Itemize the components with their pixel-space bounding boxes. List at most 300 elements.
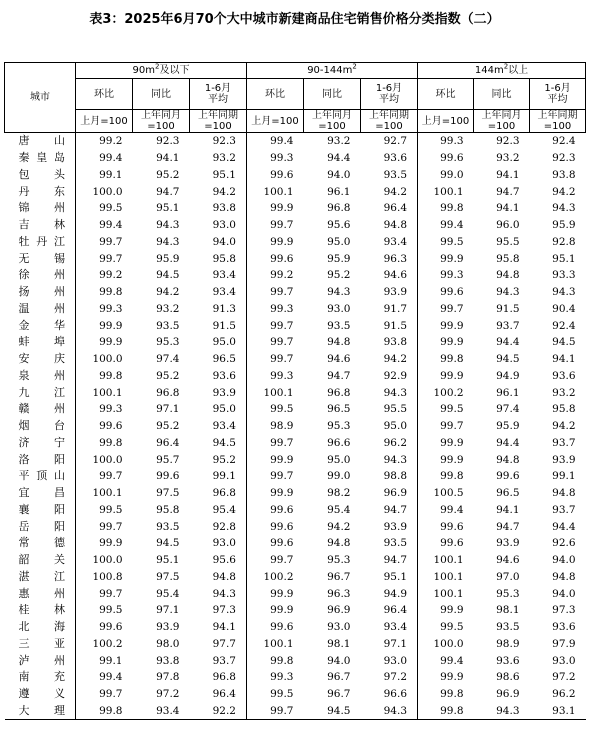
index-value: 99.9 [247, 602, 304, 619]
index-value: 94.2 [552, 420, 576, 433]
city-name: 北海 [18, 620, 65, 634]
index-value: 96.8 [212, 671, 236, 684]
index-value: 99.6 [247, 518, 304, 535]
index-value: 99.0 [418, 167, 474, 184]
index-value: 92.3 [474, 133, 530, 150]
index-value: 99.6 [247, 619, 304, 636]
index-value: 99.8 [76, 703, 133, 720]
index-value: 95.4 [156, 587, 180, 600]
index-value: 100.1 [76, 485, 133, 502]
index-value: 94.3 [496, 286, 520, 299]
index-value: 95.5 [496, 235, 520, 248]
index-value: 94.2 [327, 520, 351, 533]
index-value: 96.1 [496, 386, 520, 399]
city-name: 宜昌 [18, 486, 65, 500]
index-value: 98.6 [496, 671, 520, 684]
index-value: 99.2 [76, 267, 133, 284]
table-row [5, 334, 586, 351]
base-header: 上年同期 =100 [361, 110, 418, 133]
index-value: 94.4 [496, 336, 520, 349]
index-value: 94.7 [496, 520, 520, 533]
index-value: 99.9 [247, 451, 304, 468]
table-row [5, 183, 586, 200]
table-row [5, 351, 586, 368]
index-value: 95.5 [383, 403, 408, 416]
index-value: 99.3 [247, 301, 304, 318]
index-value: 97.5 [156, 487, 180, 500]
index-value: 99.4 [418, 217, 474, 234]
group-header-medium: $90-144m^2$ [247, 63, 418, 79]
base-header: 上年同月 =100 [304, 110, 361, 133]
index-value: 92.7 [361, 133, 418, 150]
index-value: 96.6 [327, 436, 351, 449]
index-value: 99.8 [76, 368, 133, 385]
index-value: 96.9 [496, 688, 520, 701]
index-value: 99.8 [418, 686, 474, 703]
table-row [5, 636, 586, 653]
index-value: 99.5 [418, 619, 474, 636]
index-value: 96.7 [327, 688, 351, 701]
index-value: 95.8 [212, 252, 236, 265]
index-value: 94.6 [327, 353, 351, 366]
index-value: 99.5 [247, 401, 304, 418]
index-value: 96.6 [383, 688, 408, 701]
index-value: 91.5 [496, 302, 520, 315]
index-value: 93.7 [552, 503, 576, 516]
index-value: 95.1 [212, 168, 236, 181]
index-value: 100.2 [76, 636, 133, 653]
index-value: 99.5 [418, 234, 474, 251]
table-row [5, 435, 586, 452]
index-value: 99.4 [247, 133, 304, 150]
index-value: 93.2 [212, 152, 236, 165]
index-value: 94.2 [212, 185, 236, 198]
table-row [5, 669, 586, 686]
index-value: 99.8 [418, 200, 474, 217]
index-value: 96.4 [156, 436, 180, 449]
index-value: 100.8 [76, 569, 133, 586]
city-name: 岳阳 [18, 519, 65, 533]
index-value: 93.0 [212, 537, 236, 550]
index-value: 96.8 [156, 386, 180, 399]
city-name: 秦皇岛 [18, 151, 65, 165]
index-value: 99.9 [247, 485, 304, 502]
index-value: 91.5 [212, 319, 236, 332]
index-value: 99.7 [247, 317, 304, 334]
index-value: 96.4 [383, 202, 408, 215]
city-name: 襄阳 [18, 502, 65, 516]
index-value: 92.3 [552, 152, 576, 165]
index-value: 95.8 [552, 403, 576, 416]
index-value: 99.5 [418, 401, 474, 418]
index-value: 92.6 [552, 537, 576, 550]
index-value: 94.3 [361, 703, 418, 720]
index-value: 93.8 [383, 336, 408, 349]
index-value: 99.4 [418, 502, 474, 519]
group-header-large: $144m^2$以上 [418, 63, 586, 79]
index-value: 100.1 [247, 384, 304, 401]
index-value: 100.1 [76, 384, 133, 401]
index-value: 93.0 [552, 654, 576, 667]
index-value: 93.6 [383, 152, 408, 165]
table-row [5, 317, 586, 334]
index-value: 94.6 [383, 269, 408, 282]
index-value: 99.9 [247, 200, 304, 217]
index-value: 99.3 [76, 401, 133, 418]
index-value: 94.8 [327, 336, 351, 349]
index-value: 95.0 [327, 453, 351, 466]
index-value: 94.0 [552, 554, 576, 567]
index-value: 93.9 [552, 453, 576, 466]
index-value: 94.0 [327, 168, 351, 181]
city-name: 蚌埠 [18, 335, 65, 349]
index-value: 99.8 [418, 468, 474, 485]
city-name: 金华 [18, 318, 65, 332]
city-name: 锦州 [18, 201, 65, 215]
index-value: 100.0 [76, 451, 133, 468]
table-row [5, 200, 586, 217]
index-value: 94.1 [212, 621, 236, 634]
index-value: 94.7 [496, 185, 520, 198]
index-value: 99.6 [247, 502, 304, 519]
index-value: 94.1 [156, 152, 180, 165]
index-value: 94.5 [496, 353, 520, 366]
index-value: 93.9 [383, 520, 408, 533]
index-value: 99.6 [76, 418, 133, 435]
index-value: 96.8 [327, 202, 351, 215]
city-name: 韶关 [18, 553, 65, 567]
index-value: 100.0 [76, 183, 133, 200]
index-value: 99.6 [418, 150, 474, 167]
index-value: 93.5 [327, 319, 351, 332]
index-value: 94.4 [496, 436, 520, 449]
city-name: 牡丹江 [18, 234, 65, 248]
index-value: 95.9 [552, 219, 576, 232]
sub-column-header: 同比 [474, 79, 530, 110]
index-value: 94.5 [156, 269, 180, 282]
index-value: 99.7 [247, 468, 304, 485]
index-value: 96.9 [383, 487, 408, 500]
index-value: 97.7 [212, 637, 236, 650]
index-value: 93.0 [327, 621, 351, 634]
index-value: 92.2 [190, 703, 247, 720]
index-value: 92.4 [552, 319, 576, 332]
city-name: 常德 [18, 536, 65, 550]
city-name: 平顶山 [18, 469, 65, 483]
index-value: 100.1 [247, 183, 304, 200]
index-value: 100.2 [418, 384, 474, 401]
index-value: 99.9 [418, 334, 474, 351]
index-value: 99.0 [327, 470, 351, 483]
index-value: 92.8 [212, 520, 236, 533]
index-value: 99.5 [76, 502, 133, 519]
index-value: 94.7 [327, 369, 351, 382]
index-value: 90.4 [552, 302, 576, 315]
sub-column-header: 同比 [304, 79, 361, 110]
index-value: 98.1 [327, 637, 351, 650]
city-name: 赣州 [18, 402, 65, 416]
index-value: 93.9 [383, 286, 408, 299]
index-value: 93.5 [496, 621, 520, 634]
index-value: 94.9 [383, 587, 408, 600]
index-value: 93.9 [212, 386, 236, 399]
index-value: 93.6 [552, 369, 576, 382]
table-row [5, 619, 586, 636]
index-value: 99.7 [247, 217, 304, 234]
index-value: 93.6 [496, 654, 520, 667]
index-value: 94.3 [383, 386, 408, 399]
index-value: 99.4 [418, 652, 474, 669]
index-value: 99.7 [247, 334, 304, 351]
city-name: 洛阳 [18, 452, 65, 466]
table-row [5, 569, 586, 586]
index-value: 92.3 [190, 133, 247, 150]
index-value: 96.0 [496, 219, 520, 232]
table-row [5, 250, 586, 267]
index-value: 99.3 [247, 669, 304, 686]
index-value: 94.7 [156, 185, 180, 198]
index-value: 96.2 [383, 436, 408, 449]
index-value: 99.9 [247, 585, 304, 602]
table-row [5, 585, 586, 602]
index-value: 94.5 [552, 336, 576, 349]
table-row [5, 301, 586, 318]
sub-column-header-row [5, 79, 586, 110]
index-value: 96.3 [327, 587, 351, 600]
index-value: 94.6 [496, 554, 520, 567]
index-value: 93.2 [304, 133, 361, 150]
table-row [5, 267, 586, 284]
index-value: 100.0 [418, 636, 474, 653]
table-header [5, 63, 586, 133]
index-value: 99.7 [76, 234, 133, 251]
city-name: 南充 [18, 670, 65, 684]
index-value: 99.7 [76, 468, 133, 485]
index-value: 97.1 [383, 637, 408, 650]
index-value: 95.3 [327, 420, 351, 433]
index-value: 91.3 [212, 302, 236, 315]
index-value: 93.0 [383, 654, 408, 667]
index-value: 99.8 [418, 703, 474, 720]
index-value: 96.4 [383, 604, 408, 617]
index-value: 91.5 [383, 319, 408, 332]
index-value: 95.2 [156, 420, 180, 433]
index-value: 97.1 [156, 403, 180, 416]
index-value: 94.3 [327, 286, 351, 299]
city-name: 惠州 [18, 586, 65, 600]
index-value: 99.2 [76, 133, 133, 150]
sub-column-header: 1-6月 平均 [190, 79, 247, 110]
index-value: 93.4 [383, 621, 408, 634]
index-value: 97.4 [156, 353, 180, 366]
index-value: 95.2 [212, 453, 236, 466]
index-value: 100.1 [418, 569, 474, 586]
index-value: 93.5 [156, 520, 180, 533]
index-value: 97.0 [496, 570, 520, 583]
index-value: 93.4 [212, 269, 236, 282]
index-value: 99.9 [418, 669, 474, 686]
index-value: 99.7 [418, 301, 474, 318]
index-value: 99.7 [247, 351, 304, 368]
index-value: 94.1 [496, 168, 520, 181]
index-value: 94.9 [496, 369, 520, 382]
index-value: 99.4 [76, 150, 133, 167]
index-value: 95.1 [383, 570, 408, 583]
index-value: 93.3 [552, 269, 576, 282]
index-value: 98.1 [496, 604, 520, 617]
base-header: 上月=100 [247, 110, 304, 133]
index-value: 96.2 [552, 688, 576, 701]
index-value: 97.3 [212, 604, 236, 617]
index-value: 94.3 [156, 235, 180, 248]
index-value: 99.3 [247, 150, 304, 167]
index-value: 99.1 [76, 167, 133, 184]
table-row [5, 401, 586, 418]
sub-column-header: 1-6月 平均 [530, 79, 586, 110]
index-value: 94.1 [496, 202, 520, 215]
index-value: 94.1 [552, 353, 576, 366]
index-value: 93.2 [496, 152, 520, 165]
index-value: 93.7 [212, 654, 236, 667]
index-value: 99.6 [247, 250, 304, 267]
index-value: 92.3 [133, 133, 190, 150]
base-header: 上年同月 =100 [474, 110, 530, 133]
index-value: 94.0 [327, 654, 351, 667]
index-value: 92.8 [552, 235, 576, 248]
city-name: 吉林 [18, 218, 65, 232]
table-row [5, 167, 586, 184]
table-row [5, 418, 586, 435]
table-row [5, 602, 586, 619]
index-value: 99.8 [418, 351, 474, 368]
index-value: 99.3 [247, 368, 304, 385]
table-row [5, 485, 586, 502]
index-value: 94.8 [552, 570, 576, 583]
city-name: 丹东 [18, 184, 65, 198]
index-value: 99.7 [247, 284, 304, 301]
index-value: 100.0 [76, 552, 133, 569]
index-value: 99.8 [76, 435, 133, 452]
table-title: 表3：2025年6月70个大中城市新建商品住宅销售价格分类指数（二） [89, 12, 500, 27]
table-row [5, 217, 586, 234]
city-column-header: 城市 [5, 63, 76, 133]
index-value: 99.6 [247, 535, 304, 552]
index-value: 99.7 [247, 435, 304, 452]
city-name: 遵义 [18, 687, 65, 701]
index-value: 93.5 [383, 168, 408, 181]
city-name: 唐山 [5, 133, 76, 150]
index-value: 100.1 [418, 585, 474, 602]
base-header: 上年同月 =100 [133, 110, 190, 133]
table-row [5, 468, 586, 485]
index-value: 97.5 [156, 570, 180, 583]
table-row [5, 451, 586, 468]
index-value: 95.2 [156, 369, 180, 382]
index-value: 95.3 [496, 587, 520, 600]
index-value: 94.3 [383, 453, 408, 466]
index-value: 95.3 [156, 336, 180, 349]
index-value: 93.4 [212, 286, 236, 299]
index-value: 93.2 [552, 386, 576, 399]
index-value: 99.5 [76, 200, 133, 217]
index-value: 92.9 [383, 369, 408, 382]
city-name: 徐州 [18, 268, 65, 282]
index-value: 96.1 [327, 185, 351, 198]
index-value: 95.6 [327, 219, 351, 232]
index-value: 99.9 [76, 535, 133, 552]
city-name: 泸州 [18, 653, 65, 667]
index-value: 98.2 [327, 487, 351, 500]
index-value: 95.8 [156, 503, 180, 516]
city-name: 温州 [18, 301, 65, 315]
index-value: 96.5 [327, 403, 351, 416]
index-value: 93.8 [212, 202, 236, 215]
index-value: 99.3 [418, 267, 474, 284]
index-value: 99.5 [76, 602, 133, 619]
index-value: 100.5 [418, 485, 474, 502]
index-value: 94.4 [327, 152, 351, 165]
index-value: 94.0 [552, 587, 576, 600]
index-value: 93.8 [156, 654, 180, 667]
index-value: 99.1 [76, 652, 133, 669]
index-value: 99.9 [418, 368, 474, 385]
index-value: 99.9 [418, 317, 474, 334]
sub-column-header: 1-6月 平均 [361, 79, 418, 110]
city-name: 桂林 [18, 603, 65, 617]
index-value: 99.3 [76, 301, 133, 318]
index-value: 99.9 [418, 250, 474, 267]
index-value: 94.2 [383, 353, 408, 366]
index-value: 95.2 [156, 168, 180, 181]
index-value: 97.2 [552, 671, 576, 684]
index-value: 99.8 [247, 652, 304, 669]
index-value: 97.3 [552, 604, 576, 617]
index-value: 99.9 [418, 602, 474, 619]
base-header: 上月=100 [418, 110, 474, 133]
index-value: 100.1 [418, 552, 474, 569]
index-value: 94.3 [552, 286, 576, 299]
index-value: 99.6 [247, 167, 304, 184]
base-header-row [5, 110, 586, 133]
index-value: 94.3 [212, 587, 236, 600]
index-value: 94.2 [156, 286, 180, 299]
index-value: 99.6 [418, 518, 474, 535]
index-value: 93.5 [383, 537, 408, 550]
index-value: 95.4 [327, 503, 351, 516]
index-value: 96.9 [327, 604, 351, 617]
index-value: 96.7 [327, 570, 351, 583]
group-header-small: $90m^2$及以下 [76, 63, 247, 79]
index-value: 99.9 [418, 451, 474, 468]
index-value: 99.7 [76, 686, 133, 703]
index-value: 95.1 [156, 202, 180, 215]
index-value: 99.5 [247, 686, 304, 703]
index-value: 99.7 [247, 552, 304, 569]
index-value: 99.6 [156, 470, 180, 483]
sub-column-header: 同比 [133, 79, 190, 110]
index-value: 93.6 [552, 621, 576, 634]
index-value: 99.4 [76, 217, 133, 234]
index-value: 94.0 [212, 235, 236, 248]
table-row [5, 652, 586, 669]
index-value: 93.4 [383, 235, 408, 248]
index-value: 94.1 [496, 503, 520, 516]
sub-column-header: 环比 [247, 79, 304, 110]
index-value: 95.0 [383, 420, 408, 433]
index-value: 99.9 [247, 234, 304, 251]
index-value: 95.0 [212, 336, 236, 349]
index-value: 99.1 [212, 470, 236, 483]
